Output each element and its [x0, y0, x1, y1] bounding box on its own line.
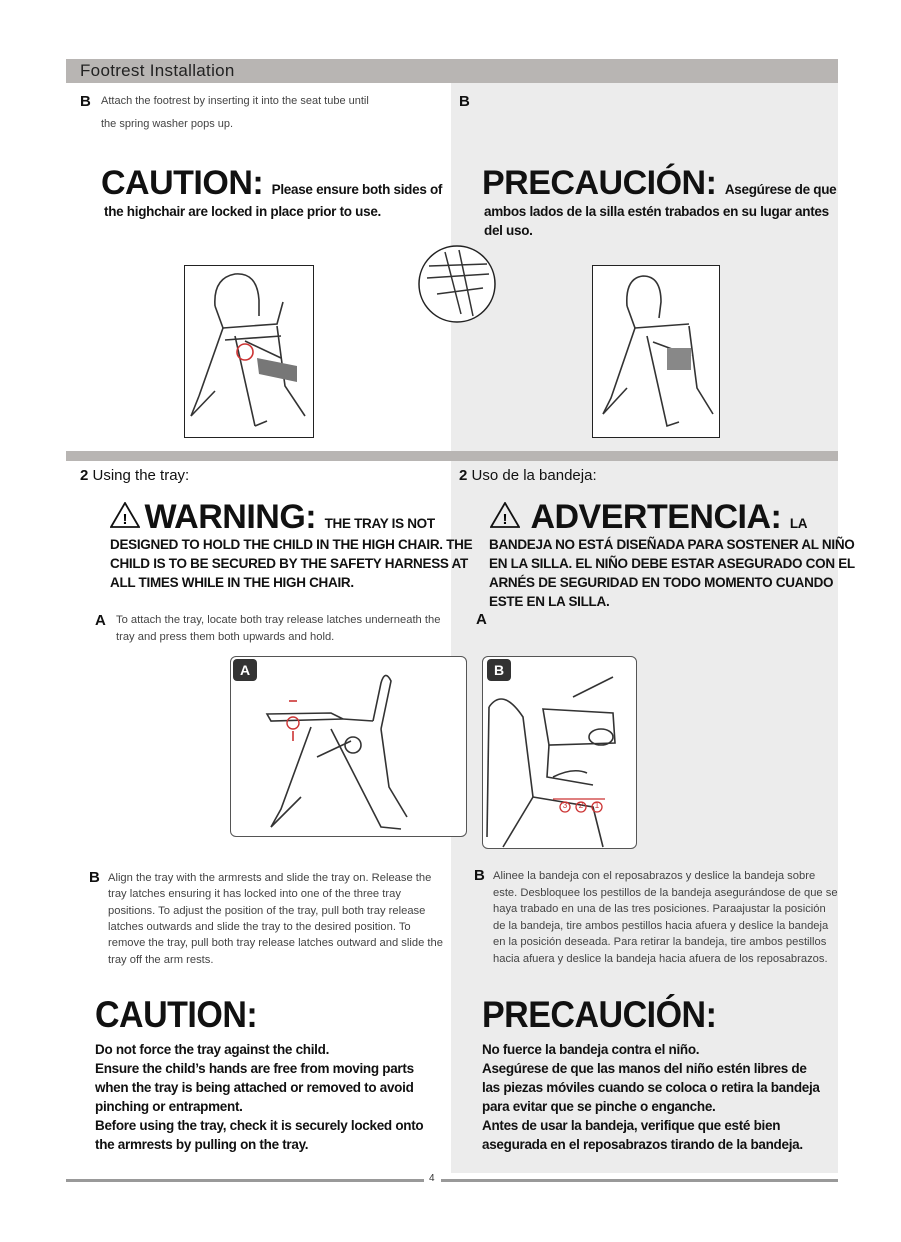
- footrest-instruction-line: Attach the footrest by inserting it into the seat tube until: [101, 95, 369, 107]
- caution-heading: [482, 164, 836, 203]
- caution-text: No fuerce la bandeja contra el niño.: [482, 1042, 700, 1057]
- step-b-line: latches outwards and slide the tray to the desired position. To: [108, 921, 411, 933]
- section-number: 2: [80, 467, 89, 484]
- warning-text: CHILD IS TO BE SECURED BY THE SAFETY HARNESS AT: [110, 556, 468, 571]
- caution-text: when the tray is being attached or removed to avoid: [95, 1080, 414, 1095]
- step-b-line: hacia afuera y deslice la bandeja hacia afuera de los reposabrazos.: [493, 953, 828, 965]
- caution-text: las piezas móviles cuando se coloca o retira la bandeja: [482, 1080, 820, 1095]
- step-letter: B: [459, 93, 470, 110]
- section-title-text: Uso de la bandeja:: [471, 467, 597, 484]
- warning-heading: [490, 498, 807, 537]
- caution-text: para evitar que se pinche o enganche.: [482, 1099, 716, 1114]
- caution-text: ambos lados de la silla estén trabados en su lugar antes: [484, 204, 829, 219]
- section-title: [459, 467, 597, 484]
- step-a-line: To attach the tray, locate both tray release latches underneath the: [116, 614, 441, 626]
- caution-word: CAUTION:: [95, 994, 258, 1036]
- caution-heading: [101, 164, 442, 203]
- step-b-line: este. Desbloquee los pestillos de la bandeja asegurándose de que se: [493, 887, 838, 899]
- step-b-line: en la posición deseada. Para retirar la bandeja, tire ambos pestillos: [493, 936, 827, 948]
- step-b-line: remove the tray, pull both tray release latches outward and slide the: [108, 937, 443, 949]
- caution-word: CAUTION:: [101, 164, 264, 202]
- caution-text: Please ensure both sides of: [271, 182, 443, 197]
- highchair-illustration: [592, 265, 720, 438]
- footer-rule: [441, 1179, 838, 1182]
- caution-text: asegurada en el reposabrazos tirando de la bandeja.: [482, 1137, 803, 1152]
- step-letter: B: [474, 867, 485, 884]
- section-title: [80, 467, 189, 484]
- figure-label: 3: [562, 801, 568, 810]
- step-b-line: de la bandeja, tire ambos pestillos hacia afuera y deslice la bandeja: [493, 920, 829, 932]
- section-divider: [66, 451, 838, 461]
- caution-text: Asegúrese de que: [724, 182, 837, 197]
- step-b-line: Align the tray with the armrests and slide the tray on. Release the: [108, 872, 432, 884]
- step-b-line: tray latches ensuring it has locked into one of the three tray: [108, 888, 401, 900]
- figure-label: 1: [594, 801, 600, 810]
- warning-text: LA: [789, 516, 808, 531]
- warning-text: DESIGNED TO HOLD THE CHILD IN THE HIGH CHAIR. THE: [110, 537, 473, 552]
- tray-figure-a: [230, 656, 467, 837]
- step-letter: A: [476, 611, 487, 628]
- step-letter: B: [89, 869, 100, 886]
- warning-word: ADVERTENCIA:: [530, 498, 782, 536]
- caution-text: del uso.: [484, 223, 533, 238]
- caution-text: pinching or entrapment.: [95, 1099, 243, 1114]
- warning-icon: [490, 502, 520, 528]
- caution-word: PRECAUCIÓN:: [482, 164, 717, 202]
- figure-badge: B: [487, 659, 511, 681]
- step-a-line: tray and press them both upwards and hold.: [116, 631, 335, 643]
- detail-zoom-circle: [417, 244, 497, 324]
- tray-figure-b: [482, 656, 637, 849]
- warning-text: BANDEJA NO ESTÁ DISEÑADA PARA SOSTENER AL NIÑO: [489, 537, 855, 552]
- warning-text: EN LA SILLA. EL NIÑO DEBE ESTAR ASEGURADO CON EL: [489, 556, 855, 571]
- warning-text: ESTE EN LA SILLA.: [489, 594, 610, 609]
- step-b-line: Alinee la bandeja con el reposabrazos y deslice la bandeja sobre: [493, 870, 816, 882]
- step-b-line: haya trabado en una de las tres posiciones. Paraajustar la posición: [493, 903, 826, 915]
- caution-text: the highchair are locked in place prior to use.: [104, 204, 381, 219]
- warning-text: ARNÉS DE SEGURIDAD EN TODO MOMENTO CUANDO: [489, 575, 834, 590]
- page-number: 4: [429, 1173, 435, 1184]
- footrest-instruction-line: the spring washer pops up.: [101, 118, 234, 130]
- step-b-line: positions. To adjust the position of the tray, pull both tray release: [108, 905, 426, 917]
- warning-heading: [110, 498, 435, 537]
- page-title: Footrest Installation: [80, 61, 235, 80]
- figure-badge: A: [233, 659, 257, 681]
- caution-text: the armrests by pulling on the tray.: [95, 1137, 309, 1152]
- section-title-text: Using the tray:: [92, 467, 190, 484]
- caution-text: Before using the tray, check it is securely locked onto: [95, 1118, 424, 1133]
- warning-word: WARNING:: [144, 498, 317, 536]
- caution-text: Asegúrese de que las manos del niño estén libres de: [482, 1061, 807, 1076]
- caution-text: Do not force the tray against the child.: [95, 1042, 330, 1057]
- svg-text:!: !: [122, 511, 128, 528]
- step-b-line: tray off the arm rests.: [108, 954, 214, 966]
- caution-text: Antes de usar la bandeja, verifique que esté bien: [482, 1118, 781, 1133]
- step-letter: A: [95, 612, 106, 629]
- warning-icon: [110, 502, 140, 528]
- figure-label: 2: [578, 801, 584, 810]
- warning-text: ALL TIMES WHILE IN THE HIGH CHAIR.: [110, 575, 354, 590]
- step-letter: B: [80, 93, 91, 110]
- warning-text: THE TRAY IS NOT: [324, 516, 435, 531]
- section-number: 2: [459, 467, 468, 484]
- footer-rule: [66, 1179, 424, 1182]
- caution-word: PRECAUCIÓN:: [482, 994, 717, 1036]
- svg-text:!: !: [502, 511, 508, 528]
- caution-text: Ensure the child’s hands are free from moving parts: [95, 1061, 414, 1076]
- highchair-illustration: [184, 265, 314, 438]
